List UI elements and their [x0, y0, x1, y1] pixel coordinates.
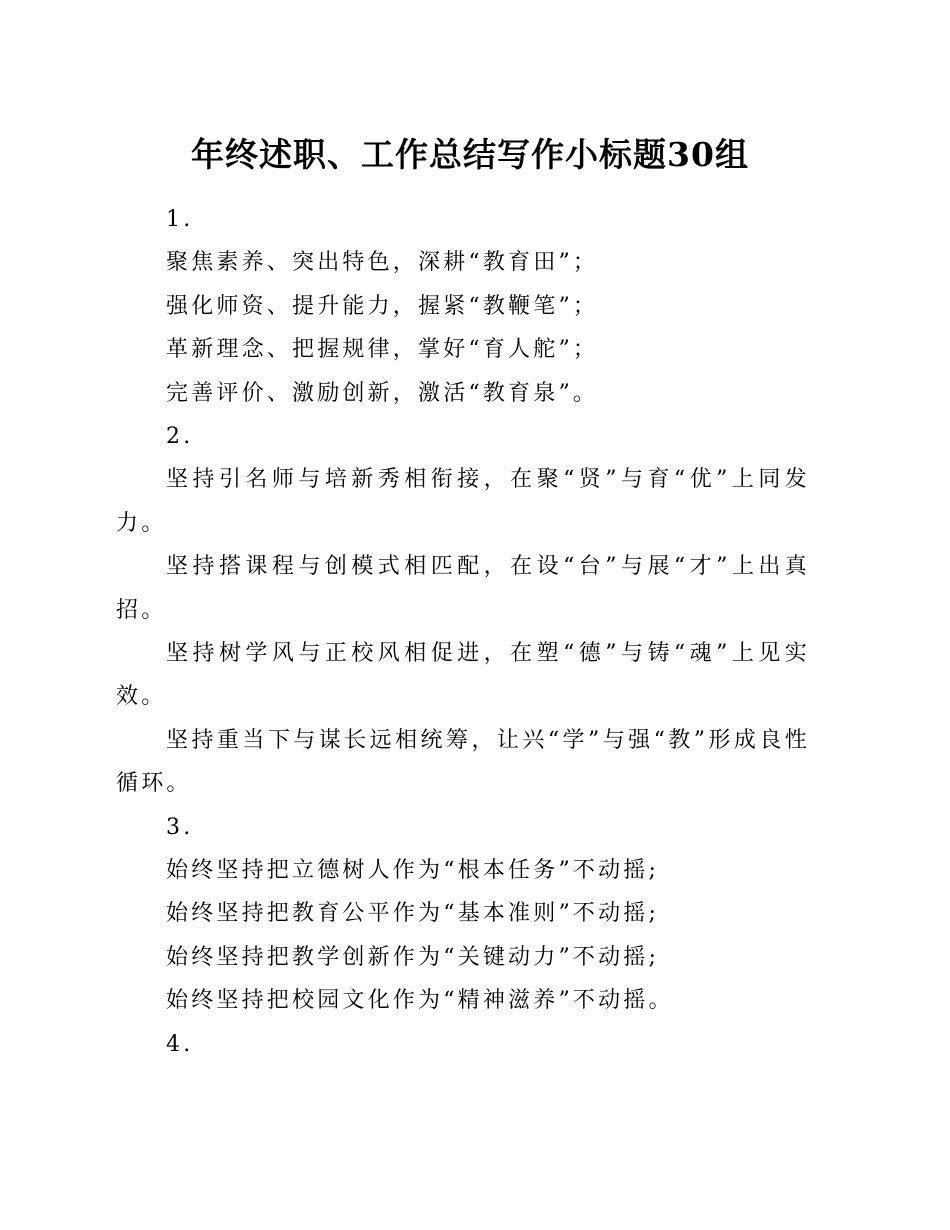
section2-paragraph: 坚持树学风与正校风相促进，在塑“德”与铸“魂”上见实效。 [116, 640, 810, 710]
section3-line: 始终坚持把校园文化作为“精神滋养”不动摇。 [166, 988, 674, 1014]
section3-line: 始终坚持把教学创新作为“关键动力”不动摇; [166, 944, 660, 970]
section1-line: 完善评价、激励创新，激活“教育泉”。 [166, 380, 599, 406]
section3-line: 始终坚持把立德树人作为“根本任务”不动摇; [166, 857, 660, 883]
section-number: 2. [166, 423, 194, 449]
section3-line: 始终坚持把教育公平作为“基本准则”不动摇; [166, 901, 660, 927]
section-number: 4. [166, 1031, 194, 1057]
section2-paragraph: 坚持重当下与谋长远相统筹，让兴“学”与强“教”形成良性循环。 [116, 727, 810, 797]
section-number: 3. [166, 814, 194, 840]
section1-line: 聚焦素养、突出特色，深耕“教育田”； [166, 250, 599, 276]
section2-paragraph: 坚持搭课程与创模式相匹配，在设“台”与展“才”上出真招。 [116, 554, 810, 623]
section-number: 1. [166, 207, 194, 232]
document-body [116, 198, 810, 1066]
section2-paragraph: 坚持引名师与培新秀相衔接，在聚“贤”与育“优”上同发力。 [116, 467, 810, 536]
document-title: 年终述职、工作总结写作小标题30组 [191, 135, 749, 174]
section1-line: 强化师资、提升能力，握紧“教鞭笔”； [166, 293, 599, 319]
section1-line: 革新理念、把握规律，掌好“育人舵”； [166, 337, 599, 363]
